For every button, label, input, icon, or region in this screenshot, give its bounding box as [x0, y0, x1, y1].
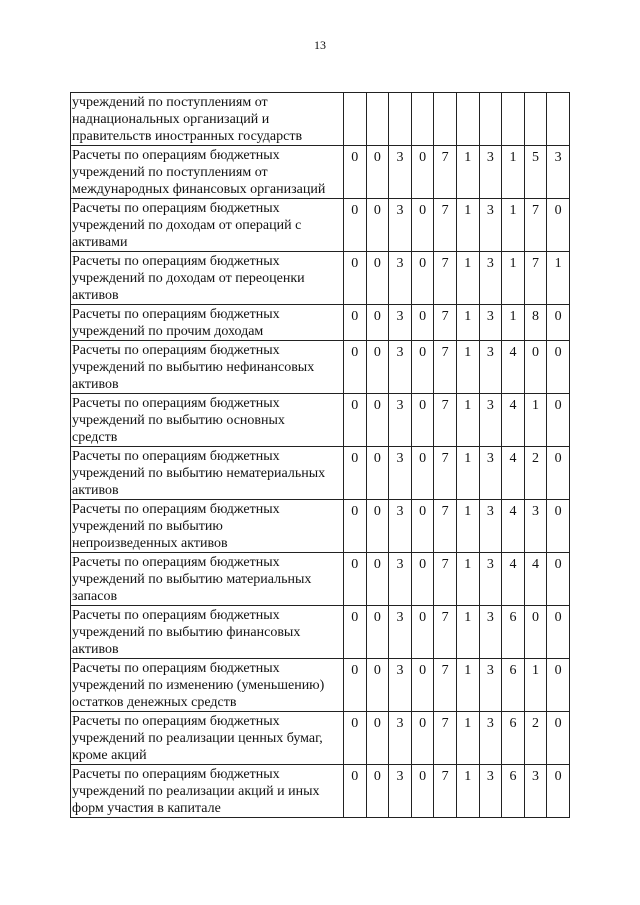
code-digit-cell: 1 [456, 606, 479, 659]
code-digit-cell: 3 [479, 199, 502, 252]
code-digit-cell: 0 [411, 146, 434, 199]
account-name-line: активов [72, 642, 119, 657]
code-digit-cell: 0 [366, 606, 389, 659]
code-digit-cell: 3 [479, 712, 502, 765]
code-digit-cell: 0 [547, 659, 570, 712]
code-digit-cell: 4 [502, 394, 525, 447]
code-digit-cell: 3 [389, 765, 412, 818]
page-number: 13 [314, 38, 326, 52]
account-name-line: учреждений по выбытию материальных [72, 572, 312, 587]
code-digit-cell: 3 [479, 146, 502, 199]
account-name-line: Расчеты по операциям бюджетных [72, 307, 280, 322]
account-name-line: Расчеты по операциям бюджетных [72, 343, 280, 358]
table-row [71, 146, 570, 199]
code-digit-cell: 7 [434, 394, 457, 447]
code-digit-cell: 0 [411, 553, 434, 606]
account-name-line: форм участия в капитале [72, 801, 221, 816]
table-row [71, 447, 570, 500]
table-row [71, 712, 570, 765]
code-digit-cell: 5 [524, 146, 547, 199]
table-row [71, 199, 570, 252]
code-digit-cell [389, 93, 412, 146]
account-name-line: учреждений по выбытию нефинансовых [72, 360, 315, 375]
code-digit-cell: 1 [456, 500, 479, 553]
account-name-line: учреждений по выбытию [72, 519, 223, 534]
account-name-line: учреждений по реализации акций и иных [72, 784, 320, 799]
code-digit-cell: 1 [524, 659, 547, 712]
code-digit-cell: 7 [434, 659, 457, 712]
code-digit-cell [456, 93, 479, 146]
code-digit-cell: 0 [547, 447, 570, 500]
code-digit-cell: 0 [411, 712, 434, 765]
code-digit-cell: 3 [479, 659, 502, 712]
account-name-line: активов [72, 288, 119, 303]
code-digit-cell: 3 [479, 394, 502, 447]
code-digit-cell: 7 [524, 199, 547, 252]
account-name-line: запасов [72, 589, 118, 604]
code-digit-cell: 0 [344, 765, 367, 818]
table-row [71, 659, 570, 712]
code-digit-cell: 1 [456, 394, 479, 447]
code-digit-cell: 4 [502, 553, 525, 606]
code-digit-cell: 0 [411, 199, 434, 252]
account-name-line: активов [72, 483, 119, 498]
account-name-cell [71, 146, 344, 199]
code-digit-cell: 7 [434, 500, 457, 553]
code-digit-cell: 3 [389, 712, 412, 765]
account-name-line: учреждений по выбытию основных [72, 413, 285, 428]
code-digit-cell: 1 [456, 447, 479, 500]
code-digit-cell: 0 [547, 500, 570, 553]
account-name-line: Расчеты по операциям бюджетных [72, 767, 280, 782]
code-digit-cell [411, 93, 434, 146]
code-digit-cell: 1 [456, 553, 479, 606]
code-digit-cell: 0 [366, 394, 389, 447]
code-digit-cell: 3 [389, 305, 412, 341]
code-digit-cell: 3 [524, 500, 547, 553]
account-name-line: учреждений по выбытию финансовых [72, 625, 301, 640]
code-digit-cell: 1 [456, 341, 479, 394]
code-digit-cell: 0 [344, 712, 367, 765]
account-name-line: учреждений по прочим доходам [72, 324, 264, 339]
code-digit-cell [479, 93, 502, 146]
code-digit-cell: 3 [389, 659, 412, 712]
code-digit-cell: 6 [502, 712, 525, 765]
account-name-line: учреждений по реализации ценных бумаг, [72, 731, 323, 746]
account-name-line: Расчеты по операциям бюджетных [72, 148, 280, 163]
account-name-line: учреждений по доходам от переоценки [72, 271, 305, 286]
code-digit-cell: 3 [547, 146, 570, 199]
account-name-line: Расчеты по операциям бюджетных [72, 449, 280, 464]
code-digit-cell [524, 93, 547, 146]
code-digit-cell: 3 [479, 252, 502, 305]
code-digit-cell: 0 [524, 341, 547, 394]
code-digit-cell: 0 [366, 341, 389, 394]
account-name-line: учреждений по выбытию нематериальных [72, 466, 326, 481]
account-name-line: Расчеты по операциям бюджетных [72, 555, 280, 570]
code-digit-cell: 0 [344, 341, 367, 394]
code-digit-cell: 0 [344, 606, 367, 659]
account-name-line: Расчеты по операциям бюджетных [72, 714, 280, 729]
account-name-cell [71, 199, 344, 252]
account-name-line: Расчеты по операциям бюджетных [72, 201, 280, 216]
code-digit-cell: 0 [366, 146, 389, 199]
code-digit-cell: 0 [411, 305, 434, 341]
account-name-line: учреждений по поступлениям от [72, 95, 268, 110]
code-digit-cell: 3 [389, 447, 412, 500]
code-digit-cell: 7 [434, 341, 457, 394]
code-digit-cell: 1 [456, 659, 479, 712]
code-digit-cell [547, 93, 570, 146]
code-digit-cell: 3 [479, 765, 502, 818]
account-name-line: Расчеты по операциям бюджетных [72, 661, 280, 676]
code-digit-cell: 0 [411, 341, 434, 394]
code-digit-cell: 0 [366, 500, 389, 553]
code-digit-cell: 0 [547, 553, 570, 606]
account-name-line: непроизведенных активов [72, 536, 228, 551]
code-digit-cell: 0 [524, 606, 547, 659]
code-digit-cell: 0 [344, 146, 367, 199]
account-name-cell [71, 712, 344, 765]
code-digit-cell: 0 [344, 394, 367, 447]
code-digit-cell: 4 [502, 447, 525, 500]
code-digit-cell: 0 [547, 606, 570, 659]
code-digit-cell: 1 [502, 199, 525, 252]
code-digit-cell: 6 [502, 659, 525, 712]
account-name-cell [71, 447, 344, 500]
code-digit-cell: 1 [456, 712, 479, 765]
code-digit-cell: 7 [434, 199, 457, 252]
code-digit-cell: 1 [456, 305, 479, 341]
code-digit-cell: 2 [524, 447, 547, 500]
table-row [71, 93, 570, 146]
table-row [71, 765, 570, 818]
code-digit-cell [366, 93, 389, 146]
account-name-line: Расчеты по операциям бюджетных [72, 396, 280, 411]
code-digit-cell: 0 [411, 394, 434, 447]
code-digit-cell: 0 [547, 712, 570, 765]
code-digit-cell: 0 [411, 500, 434, 553]
code-digit-cell: 0 [344, 659, 367, 712]
account-name-line: Расчеты по операциям бюджетных [72, 502, 280, 517]
code-digit-cell: 0 [366, 252, 389, 305]
account-name-line: наднациональных организаций и [72, 112, 270, 127]
account-name-cell [71, 553, 344, 606]
code-digit-cell: 7 [524, 252, 547, 305]
account-name-line: кроме акций [72, 748, 147, 763]
code-digit-cell: 0 [547, 305, 570, 341]
code-digit-cell: 7 [434, 553, 457, 606]
code-digit-cell: 0 [411, 765, 434, 818]
code-digit-cell: 7 [434, 447, 457, 500]
account-name-cell [71, 252, 344, 305]
code-digit-cell: 0 [366, 199, 389, 252]
code-digit-cell: 3 [479, 341, 502, 394]
account-name-cell [71, 305, 344, 341]
account-name-line: учреждений по изменению (уменьшению) [72, 678, 325, 693]
code-digit-cell: 0 [344, 447, 367, 500]
code-digit-cell: 3 [389, 146, 412, 199]
code-digit-cell: 0 [344, 500, 367, 553]
account-name-cell [71, 93, 344, 146]
code-digit-cell: 3 [479, 606, 502, 659]
account-name-line: Расчеты по операциям бюджетных [72, 608, 280, 623]
code-digit-cell: 0 [547, 199, 570, 252]
code-digit-cell: 3 [479, 500, 502, 553]
account-name-line: учреждений по поступлениям от [72, 165, 268, 180]
code-digit-cell: 0 [547, 394, 570, 447]
code-digit-cell: 7 [434, 305, 457, 341]
code-digit-cell: 7 [434, 765, 457, 818]
code-digit-cell: 1 [456, 252, 479, 305]
code-digit-cell: 6 [502, 606, 525, 659]
code-digit-cell: 2 [524, 712, 547, 765]
account-codes-table [70, 92, 570, 818]
account-name-cell [71, 500, 344, 553]
code-digit-cell [502, 93, 525, 146]
code-digit-cell [434, 93, 457, 146]
account-name-cell [71, 394, 344, 447]
code-digit-cell: 1 [502, 252, 525, 305]
code-digit-cell: 0 [366, 712, 389, 765]
code-digit-cell: 8 [524, 305, 547, 341]
code-digit-cell: 0 [547, 765, 570, 818]
table-row [71, 606, 570, 659]
code-digit-cell: 3 [479, 553, 502, 606]
code-digit-cell: 3 [389, 341, 412, 394]
code-digit-cell: 0 [366, 553, 389, 606]
code-digit-cell: 3 [389, 252, 412, 305]
table-row [71, 252, 570, 305]
code-digit-cell: 1 [502, 305, 525, 341]
code-digit-cell: 0 [366, 765, 389, 818]
code-digit-cell: 1 [456, 765, 479, 818]
code-digit-cell: 3 [479, 305, 502, 341]
code-digit-cell: 3 [389, 199, 412, 252]
table-row [71, 500, 570, 553]
code-digit-cell: 4 [502, 341, 525, 394]
code-digit-cell: 3 [389, 606, 412, 659]
code-digit-cell: 3 [389, 394, 412, 447]
account-name-line: остатков денежных средств [72, 695, 237, 710]
code-digit-cell: 0 [344, 252, 367, 305]
account-name-line: правительств иностранных государств [72, 129, 303, 144]
code-digit-cell: 7 [434, 712, 457, 765]
code-digit-cell: 3 [479, 447, 502, 500]
account-name-cell [71, 765, 344, 818]
code-digit-cell: 1 [547, 252, 570, 305]
account-name-line: Расчеты по операциям бюджетных [72, 254, 280, 269]
account-name-line: средств [72, 430, 118, 445]
table-row [71, 553, 570, 606]
table-row [71, 305, 570, 341]
code-digit-cell: 3 [389, 553, 412, 606]
code-digit-cell: 7 [434, 606, 457, 659]
code-digit-cell: 6 [502, 765, 525, 818]
code-digit-cell: 0 [411, 606, 434, 659]
code-digit-cell: 3 [524, 765, 547, 818]
code-digit-cell: 0 [411, 447, 434, 500]
code-digit-cell: 0 [411, 659, 434, 712]
account-name-line: активами [72, 235, 128, 250]
code-digit-cell: 3 [389, 500, 412, 553]
code-digit-cell: 0 [344, 553, 367, 606]
code-digit-cell: 0 [344, 305, 367, 341]
code-digit-cell [344, 93, 367, 146]
table-body [71, 93, 570, 818]
code-digit-cell: 4 [524, 553, 547, 606]
code-digit-cell: 1 [502, 146, 525, 199]
code-digit-cell: 0 [366, 305, 389, 341]
code-digit-cell: 7 [434, 252, 457, 305]
code-digit-cell: 1 [524, 394, 547, 447]
account-name-cell [71, 341, 344, 394]
account-name-cell [71, 659, 344, 712]
code-digit-cell: 1 [456, 146, 479, 199]
account-name-line: активов [72, 377, 119, 392]
code-digit-cell: 0 [411, 252, 434, 305]
code-digit-cell: 0 [366, 447, 389, 500]
code-digit-cell: 7 [434, 146, 457, 199]
account-name-line: международных финансовых организаций [72, 182, 326, 197]
account-name-line: учреждений по доходам от операций с [72, 218, 302, 233]
code-digit-cell: 4 [502, 500, 525, 553]
code-digit-cell: 0 [547, 341, 570, 394]
account-name-cell [71, 606, 344, 659]
code-digit-cell: 0 [366, 659, 389, 712]
code-digit-cell: 0 [344, 199, 367, 252]
table-row [71, 394, 570, 447]
table-row [71, 341, 570, 394]
code-digit-cell: 1 [456, 199, 479, 252]
